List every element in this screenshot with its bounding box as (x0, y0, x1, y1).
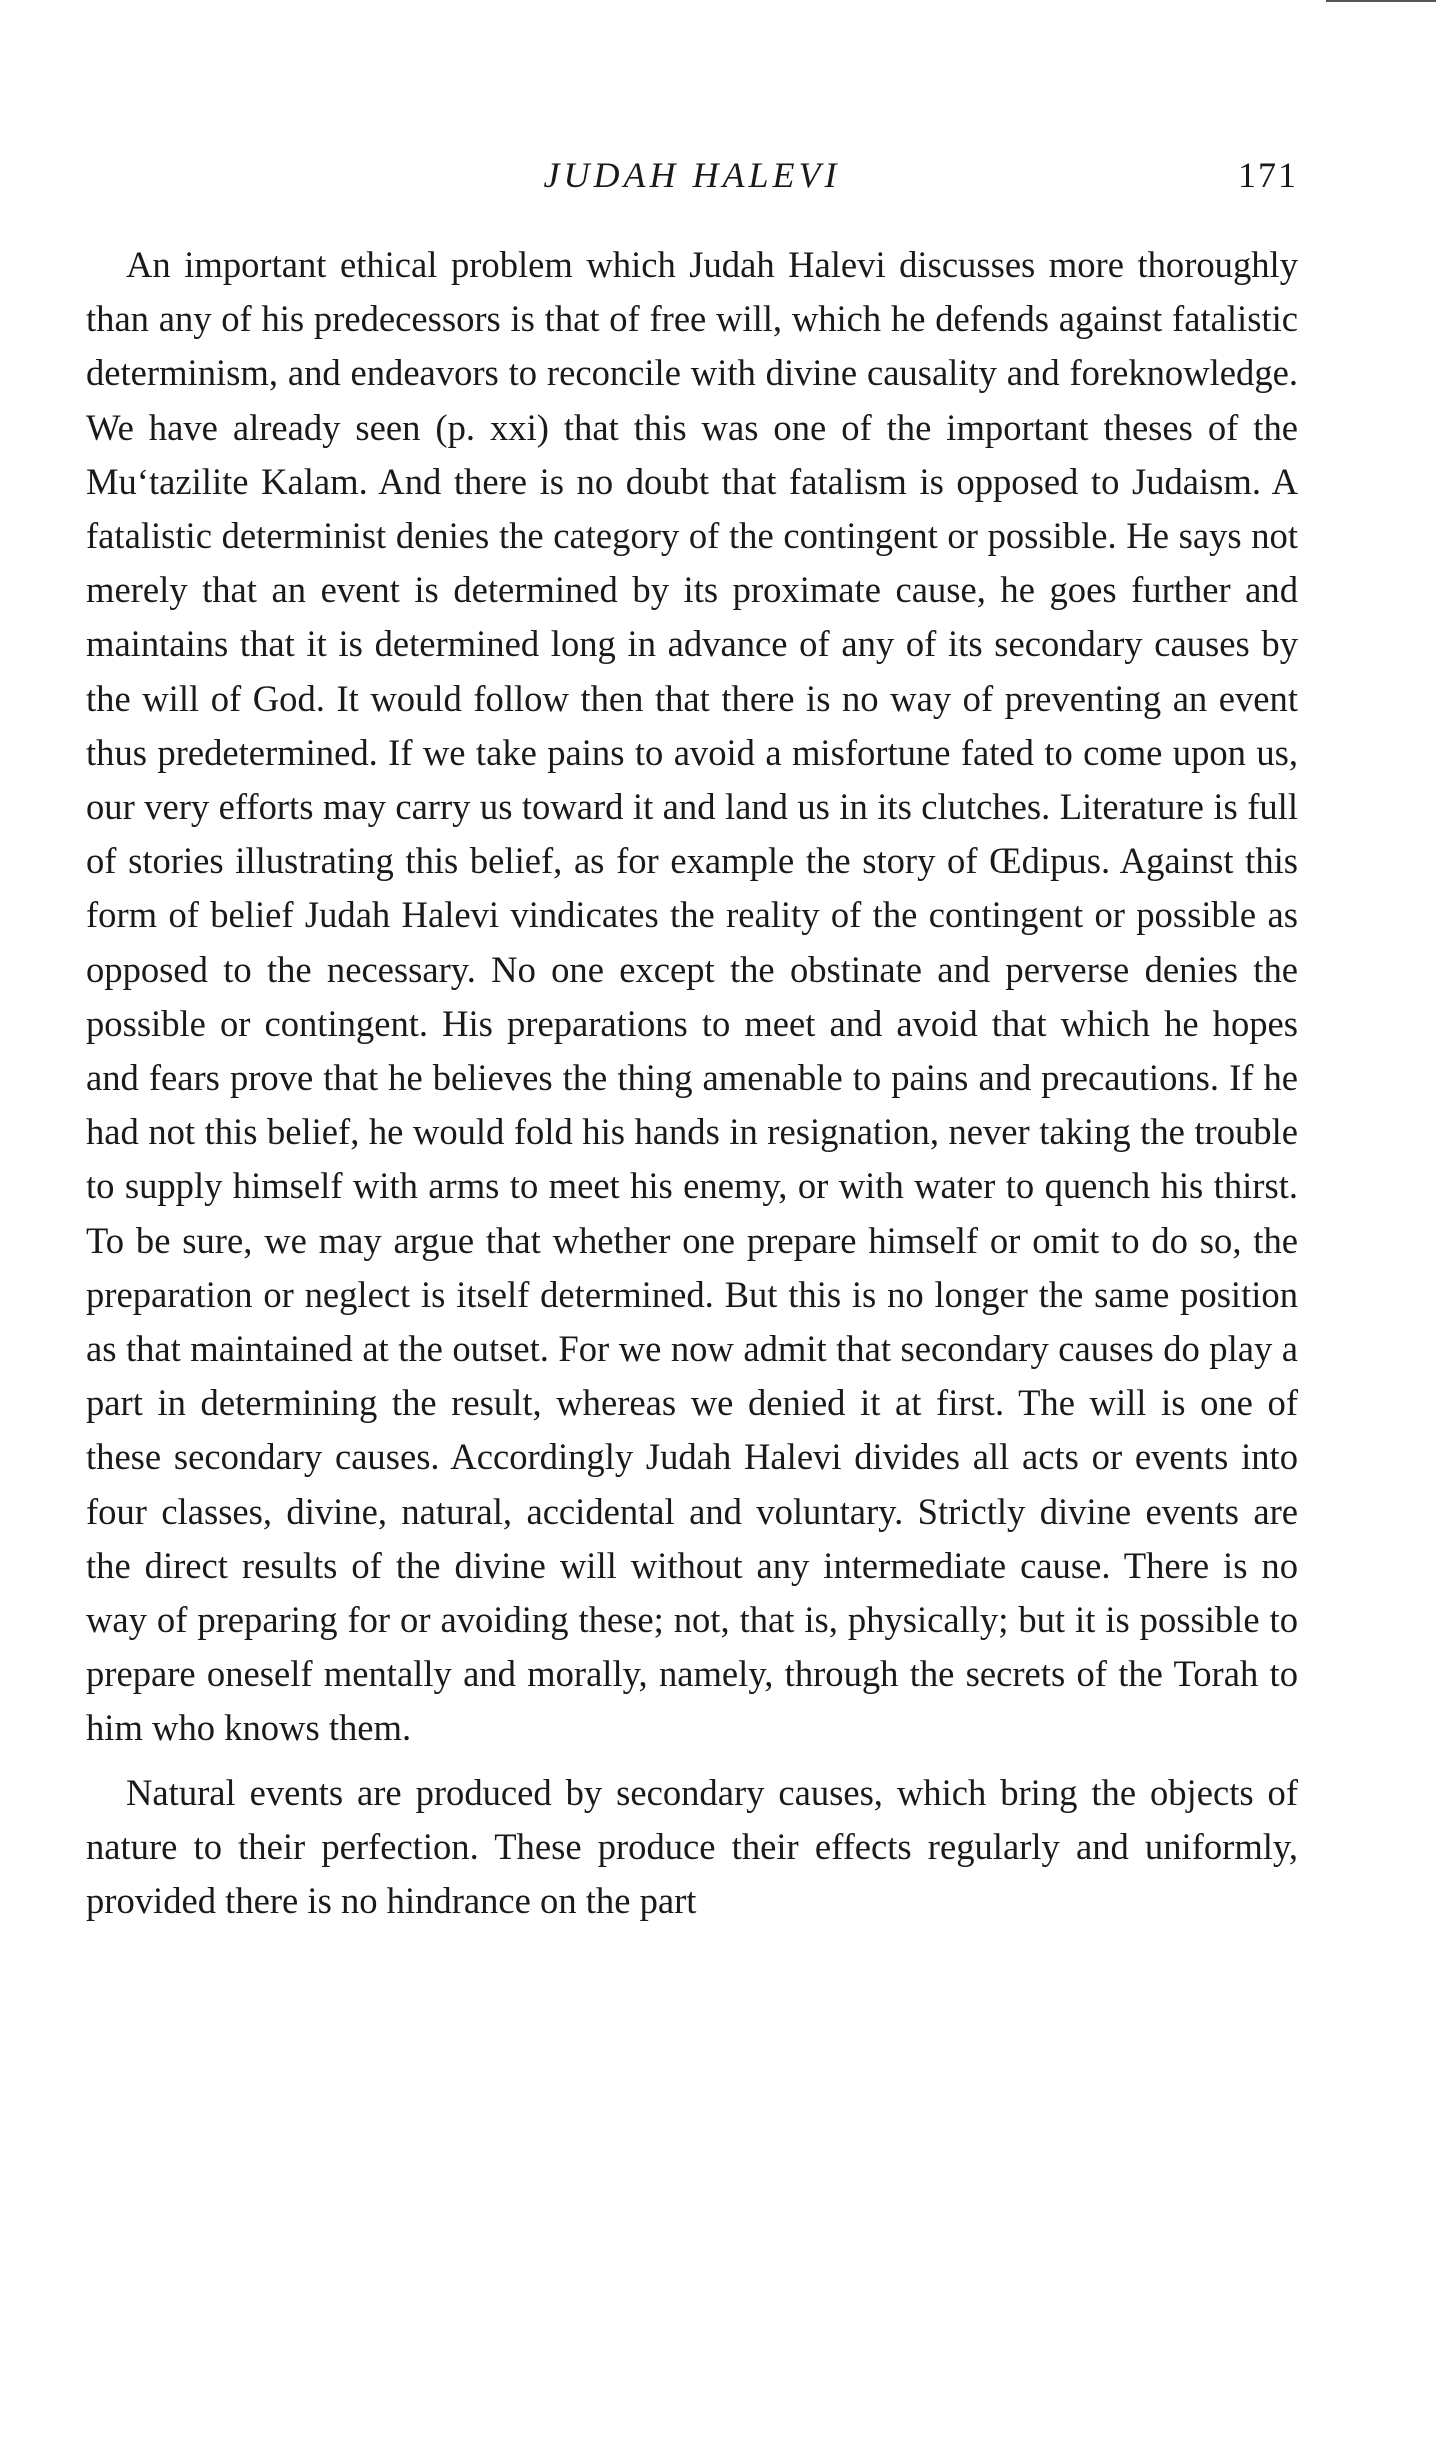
body-text (86, 238, 1298, 1928)
paragraph-natural-events: Natural events are produced by secondary causes, which bring the objects of nature to their perfection. These produce their effects regularly and uniformly, provided there is no hindrance on the part (86, 1771, 1298, 1922)
running-title: JUDAH HALEVI (543, 155, 841, 195)
top-corner-rule (1326, 0, 1436, 2)
running-head (86, 150, 1298, 200)
paragraph-free-will: An important ethical problem which Judah Halevi discusses more thoroughly than any of his predecessors is that of free will, which he defends against fatalistic determinism, and endeavors to reconcile with divine causality and foreknowledge. We have already seen (p. xxi) that this was one of the important theses of the Mu‘tazilite Kalam. And there is no doubt that fatalism is opposed to Judaism. A fatalistic determinist denies the category of the contingent or possible. He says not merely that an event is determined by its proximate cause, he goes further and maintains that it is determined long in advance of any of its secondary causes by the will of God. It would follow then that there is no way of preventing an event thus predetermined. If we take pains to avoid a misfortune fated to come upon us, our very efforts may carry us toward it and land us in its clutches. Literature is full of stories illustrating this belief, as for example the story of Œdipus. Against this form of belief Judah Halevi vindicates the reality of the contingent or possible as opposed to the necessary. No one except the obstinate and perverse denies the possible or contingent. His preparations to meet and avoid that which he hopes and fears prove that he believes the thing amenable to pains and precautions. If he had not this belief, he would fold his hands in resignation, never taking the trouble to supply himself with arms to meet his enemy, or with water to quench his thirst. To be sure, we may argue that whether one prepare himself or omit to do so, the preparation or neglect is itself determined. But this is no longer the same position as that maintained at the outset. For we now admit that secondary causes do play a part in determining the result, whereas we denied it at first. The will is one of these secondary causes. Accordingly Judah Halevi divides all acts or events into four classes, divine, natural, accidental and voluntary. Strictly divine events are the direct results of the divine will without any intermediate cause. There is no way of preparing for or avoiding these; not, that is, physically; but it is possible to prepare oneself mentally and morally, namely, through the secrets of the Torah to him who knows them. (86, 244, 1298, 1749)
page-number: 171 (1238, 155, 1298, 195)
